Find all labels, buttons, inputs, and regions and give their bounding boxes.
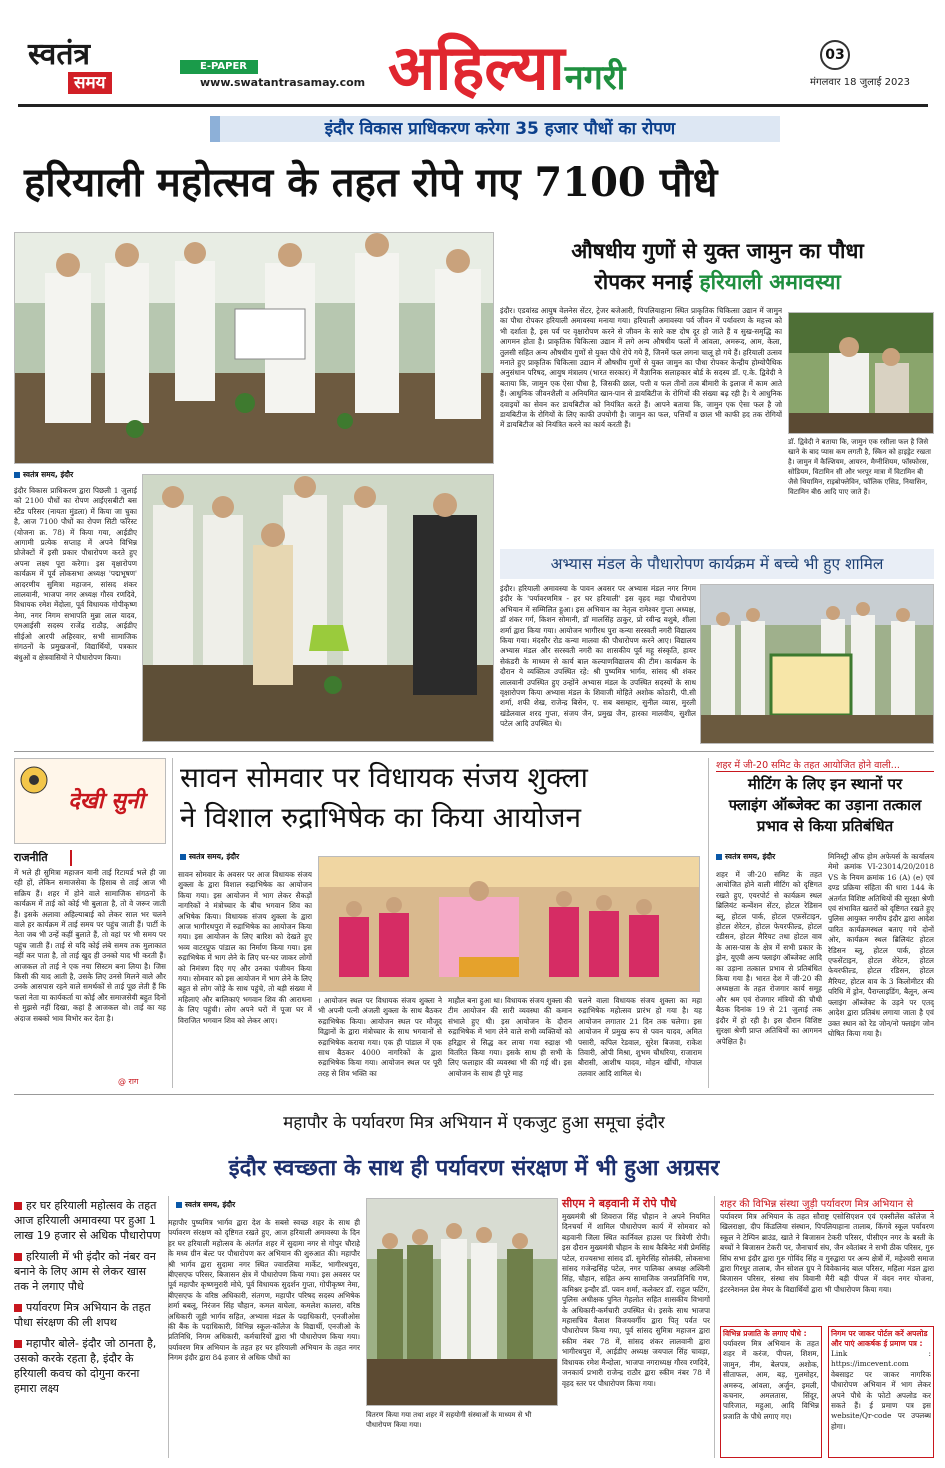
sawan-col1: सावन सोमवार के अवसर पर आज विधायक संजय शुक्ला के द्वारा विशाल रुद्राभिषेक का आयोजन किया गया। इस आयोजन में भाग लेकर सैकड़ों नागरिकों ने मंत्रोच्चार के बीच भगवान शिव का अभिषेक किया। विधायक संजय शुक्ला के द्वारा आज भागीरथपुरा में रुद्राभिषेक का आयोजन किया गया। इस आयोजन के लिए बारिश को देखते हुए भव्य वाटरप्रूफ पांडाल का निर्माण किया गया। इस रुद्राभिषेक में भाग लेने के लिए घर-घर जाकर लोगों को निमंत्रण दिए गए और उनका पंजीयन किया गया। सोमवार को इस आयोजन में भाग लेने के लिए बहुत से लोग जोड़े के साथ पहुंचे, तो बड़ी संख्या में महिलाएं और बालिकाएं भगवान शिव की आराधना के लिए पहुंची। लोग अपने घरों में पूजा घर में विराजित भगवान शिव को लेकर आए। xyxy=(178,870,312,1025)
mahapor-photo xyxy=(366,1198,558,1406)
jamun-photo xyxy=(788,312,934,434)
dekhi-suni-logo: देखी सुनी xyxy=(14,758,166,844)
lead-photo-watering xyxy=(142,474,494,742)
website-link[interactable]: www.swatantrasamay.com xyxy=(200,76,366,89)
lead-photo-planting xyxy=(14,232,494,464)
dekhi-signature: @ राग xyxy=(118,1077,139,1086)
mahapor-kicker: महापौर के पर्यावरण मित्र अभियान में एकजुट हुआ समूचा इंदौर xyxy=(283,1113,665,1133)
dekhi-section: राजनीति xyxy=(14,850,72,866)
g20-col1: शहर में जी-20 समिट के तहत आयोजित होने वाली मीटिंग को दृष्टिगत रखते हुए, एयरपोर्ट से कार्यक्रम स्थल ब्रिलियंट कन्वेंशन सेंटर, होटल रेडिसन ब्लू, होटल पार्क, होटल एफ़सेंटाइन, होटल शेरेटन, होटल फेयरफील्ड, होटल रडीसन, होटल मैरियट तथा होटल वाव के आस-पास के क्षेत्र में सभी प्रकार के ड्रोन, यूएवी अन्य फ्लाइंग ऑब्जेक्ट आदि का उड़ाना तत्काल प्रभाव से प्रतिबंधित किया गया है। भारत देश में जी-20 की अध्यक्षता के तहत रोजगार कार्य समूह और श्रम एवं रोजगार मंत्रियों की चौथी बैठक दिनांक 19 से 21 जुलाई तक इंदौर में हो रही है। इस दौरान विशिष्ट सुरक्षा श्रेणी प्राप्त अतिथियों का आगमन अपेक्षित है। xyxy=(716,870,822,1046)
abhyas-photo xyxy=(700,584,934,744)
title-ahilya: अहिल्या xyxy=(388,31,565,104)
cm-headline: सीएम ने बड़वानी में रोपे पौधे xyxy=(562,1197,677,1210)
mahapor-photo-caption: वितरण किया गया तथा शहर में सहयोगी संस्थाओं के माध्यम से भी पौधारोपण किया गया। xyxy=(366,1411,532,1429)
g20-kicker: शहर में जी-20 समिट के तहत आयोजित होने वाली... xyxy=(716,758,934,772)
sawan-byline: स्वतंत्र समय, इंदौर xyxy=(180,852,239,862)
abhyas-body: इंदौर। हरियाली अमावस्या के पावन अवसर पर अभ्यास मंडल नगर निगम इंदौर के 'पर्यावरणमित्र - हर घर हरियाली' इस वृहद महा पौधारोपण अभियान में सम्मिलित हुआ। इस अभियान का नेतृत्व रामेश्वर गुप्ता अध्यक्ष, डॉ शंकर गर्ग, किशन सोमानी, डॉ मालसिंह ठाकुर, प्रो रवीन्द्र वशुबे, शीला शर्मा द्वारा किया गया। आयोजन भागीरथ पुरा कन्या सरस्वती नगरी विद्यालय किया गया। मंदसौर रोड कन्या मालवा की पौधारोपण करने आए। विद्यालय अभ्यास मंडल और सरस्वती नगरी का शासकीय पूर्व महू संस्कृति, हायर सेकंडरी के माध्यम से कार्य बाल कल्याणविद्यालय की टीम। कार्यक्रम के दौरान ये व्यक्तित्व उपस्थित रहे: श्री पुष्यमित्र भार्गव, सांसद श्री शंकर लालवानी उपस्थित हुए उन्होंने अभ्यास मंडल के उपस्थित सदस्यों के साथ वृक्षारोपण किया अभ्यास मंडल के शिवाजी मोहिते अशोक कोठारी, पी.सी शर्मा, शफी शेख, राजेन्द्र बिसेन, ए. सब बसम्हार, सुनील व्यास, मुरली खंडेलवाल शरद गुप्ता, संजय जैन, प्रमुख जैन, हारका मालवीय, सुशील पटेल आदि उपस्थित थे। xyxy=(500,584,696,729)
g20-headline: मीटिंग के लिए इन स्थानों पर फ्लाइंग ऑब्जेक्ट का उड़ाना तत्काल प्रभाव से किया प्रतिबंधित xyxy=(728,775,922,835)
brand-samay: समय xyxy=(68,72,112,94)
mahapor-bullets xyxy=(14,1198,164,1402)
top-kicker: इंदौर विकास प्राधिकरण करेगा 35 हजार पौधों का रोपण xyxy=(210,116,780,142)
abhyas-headline: अभ्यास मंडल के पौधारोपण कार्यक्रम में बच्चे भी हुए शामिल xyxy=(500,549,934,579)
jamun-caption: डॉ. द्विवेदी ने बताया कि, जामुन एक रसीला फल है जिसे खाने के बाद प्यास कम लगती है, स्किन को हाइड्रेट रखता है। जामुन में कैल्शियम, आयरन, मैग्नीशियम, फॉस्फोरस, सोडियम, विटामिन सी और भरपूर मात्रा में विटामिन बी जैसे थियामिन, राइबोफ्लेविन, फॉलिक एसिड, नियासिन, विटामिन बी6 आदि पाए जाते हैं। xyxy=(788,438,931,496)
sawan-headline: सावन सोमवार पर विधायक संजय शुक्ला ने विशाल रुद्राभिषेक का किया आयोजन xyxy=(180,761,588,834)
mahapor-headline: इंदौर स्वच्छता के साथ ही पर्यावरण संरक्षण में भी हुआ अग्रसर xyxy=(228,1155,720,1181)
species-box: विभिन्न प्रजाति के लगाए पौधे : पर्यावरण मित्र अभियान के तहत शहर में करंज, पीपल, शिशम, जामुन, नीम, बेलपत्र, अशोक, सीताफल, आम, बड़, गुलमोहर, अमरूद, आंवला, अर्जुन, इमली, कचनार, अमलतास, सिंदूर, पारिजात, महुआ, आदि विभिन्न प्रजाति के पौधे लगाए गए। xyxy=(720,1326,822,1458)
lead-byline: स्वतंत्र समय, इंदौर xyxy=(14,470,73,480)
bullet-item: महापौर बोले- इंदौर जो ठानता है, उसको करके रहता है, इंदौर के हरियाली कवच को दोगुना करना हमारा लक्ष्य xyxy=(14,1337,157,1395)
paper-title xyxy=(388,28,625,108)
lead-headline: हरियाली महोत्सव के तहत रोपे गए 7100 पौधे xyxy=(24,159,718,206)
upload-box: निगम पर जाकर पोर्टल करें अपलोड और पाएं आकर्षक ई प्रमाण पत्र : Link : https://imcevent.com वेबसाइट पर जाकर नागरिक पौधारोपण अभियान में भाग लेकर अपने पौधे के फोटो अपलोड कर सकते हैं। ई प्रमाण पत्र इस website/Qr-code पर उपलब्ध होगा। xyxy=(828,1326,934,1458)
sanstha-body: पर्यावरण मित्र अभियान के तहत सौराष्ट्र एसोसिएशन एवं एक्सीलेंस कॉलेज ने खिलराक्षा, दीप किंडलिया संस्थान, पिपलियाहाना तालाब, किंगवे स्कूल पर्यावरण स्कूल ने टेम्पिन ब्राउंड, खाते ने बिजासन टेकरी परिसर, पीसीएन नगर के बस्ती के बच्चों ने बिजासन टेकरी पर, जैनाचार्य संघ, जैन श्वेतांबर ने सभी ठीक परिसर, गुरु सिंघ सभा इंदौर द्वारा गुरु गोविंद सिंह व गुरुद्वारा पर अन्य क्षेत्रों में, महेश्वरी समाज द्वारा गिरधुर तालाब, जैन सोशल ग्रुप ने विवेकानंद बाल परिसर, महिला मंडल द्वारा बिजासन परिसर, संस्था संघ विवानी मैरी बड़ी पीपल में वंदन नगर योजना, इंटरनेशनल प्रेस मेयर के विद्यार्थियों द्वारा भी पौधारोपण किया गया। xyxy=(720,1212,934,1294)
sawan-col2: । आयोजन स्थल पर विधायक संजय शुक्ला ने भी अपनी पत्नी अंजली शुक्ला के साथ बैठकर रुद्राभिषेक किया। आयोजन स्थल पर मौजूद विद्वानों के द्वारा मंत्रोच्चार के साथ भगवानों से रुद्राभिषेक कराया गया। एक ही पांडाल में एक साथ बैठकर 4000 नागरिकों के द्वारा रुद्राभिषेक किया गया। आयोजन स्थल पर पूरी तरह से शिव भक्ति का xyxy=(318,996,442,1078)
brand-logo xyxy=(28,38,156,106)
g20-byline: स्वतंत्र समय, इंदौर xyxy=(716,852,775,862)
mahapor-byline: स्वतंत्र समय, इंदौर xyxy=(176,1200,235,1210)
upload-link[interactable]: Link : https://imcevent.com वेबसाइट पर जाकर नागरिक पौधारोपण अभियान में भाग लेकर अपने पौधे के फोटो अपलोड कर सकते हैं। ई प्रमाण पत्र इस website/Qr-code पर उपलब्ध होगा। xyxy=(831,1349,931,1431)
sawan-col3: माहौल बना हुआ था। विधायक संजय शुक्ला की टीम आयोजन की सारी व्यवस्था की कमान संभाले हुए थी। इस आयोजन के दौरान रुद्राभिषेक में भाग लेने वाले सभी व्यक्तियों को हरिद्वार से सिद्ध कर लाया गया रुद्राक्ष भी वितरित किया गया। इसके साथ ही सभी के लिए फलाहार की व्यवस्था भी की गई थी। इस आयोजन के साथ ही पूरे माह xyxy=(448,996,572,1078)
page-number: 03 xyxy=(820,40,850,70)
lead-body: इंदौर विकास प्राधिकरण द्वारा पिछली 1 जुलाई को 2100 पौधों का रोपण आईएसबीटी बस स्टैंड परिसर (नायता मुंडला) में किया जा चुका है, आज 7100 पौधों का रोपण सिटी फॉरेस्ट (योजना क्र. 78) में किया गया, आईडीए आगामी प्रत्येक सप्ताह में अपने विभिन्न प्रोजेक्टों में इसी प्रकार पौधारोपण करते हुए अपना लक्ष्य पूरा करेगा। इस वृक्षारोपण कार्यक्रम में पूर्व लोकसभा अध्यक्ष 'पद्मभूषण' आदरणीय सुमित्रा महाजन, सांसद शंकर लालवानी, भाजपा नगर अध्यक्ष गौरव रणदिवे, विधायक रमेश मेंदोला, पूर्व विधायक गोपीकृष्ण नेमा, नगर निगम सभापति मुन्ना लाल यादव, एमआईसी सदस्य राजेंद्र राठौड़, आईडीए सीईओ आरपी अहिरवार, सभी सामाजिक संगठनों के प्रमुखजनों, विद्यार्थियों, पत्रकार बंधुओं व क्षेत्रवासियों ने पौधारोपण किया। xyxy=(14,486,137,662)
bullet-item: हर घर हरियाली महोत्सव के तहत आज हरियाली अमावस्या पर हुआ 1 लाख 19 हजार से अधिक पौधारोपण xyxy=(14,1199,161,1242)
epaper-badge: E-PAPER xyxy=(180,60,258,74)
title-nagari: नगरी xyxy=(564,58,626,98)
g20-col2: मिनिस्ट्री ऑफ होम अफेयर्स के कार्यालय मेमो क्रमांक VI-23014/20/2018 VS के नियम क्रमांक 16 (A) (e) एवं दण्ड प्रक्रिया संहिता की धारा 144 के अंतर्गत विशिष्ट अतिथियों की सुरक्षा श्रेणी एवं संभावित खतरों को दृष्टिगत रखते हुए पुलिस आयुक्त नगरीय इंदौर द्वारा आदेश पारित कार्यक्रमस्थल बताए गये दोनों ओर, कार्यक्रम स्थल ब्रिलियंट होटल रेडिसन ब्लू, होटल पार्क, होटल एफसेंटाइन, होटल शेरेटन, होटल फेयरफील्ड, होटल रडिसन, होटल मैरियट, होटल वाव के 3 किलोमीटर की परिधि में ड्रोन, पैराग्लाइडिंग, बैलून, अन्य फ्लाइंग ऑब्जेक्ट के उड़ने पर एतद् आदेश द्वारा प्रतिबंध लगाया जाता है एवं उक्त स्थान को रेड जोन/नो फ्लाइंग जोन घोषित किया गया है। xyxy=(828,852,934,1038)
issue-date: मंगलवार 18 जुलाई 2023 xyxy=(810,77,911,88)
dekhi-body: में भले ही सुमित्रा महाजन यानी ताई रिटायर्ड भले ही जा रही हों, लेकिन समाजसेवा के हिसाब से ताई आज भी सक्रिय हैं। शहर में होने वाले सामाजिक संगठनों के कार्यक्रम में ताई को कोई भी बुलाता है, तो वे जरूर जाती हैं। इसके अलावा अहिल्याबाई को लेकर साल भर चलने वाले हर कार्यक्रम में ताई समय पर पहुंच जाती हैं। पार्टी के नेता जब भी उन्हें कहीं बुलाते हैं, तो वहां पर भी समय पर पहुंच जाती हैं। ताई से यदि कोई लंबे समय तक मुलाकात नहीं कर पाता है, तो ताई खुद ही उनको याद भी करती हैं। आजकल तो ताई ने एक नया सिस्टम बना लिया है। जिस किसी की याद आती है, उसके लिए उनसे मिलने वाले और उनके आसपास रहने वाले समर्थकों से ताई पूछ लेती हैं कि फलां नेता या कार्यकर्ता या कोई और समाजसेवी बहुत दिनों से मुझसे नहीं दिखा, कहां है आजकल वो। ताई का यह अंदाज सबको भाव विभोर कर देता है। xyxy=(14,868,166,1023)
sanstha-headline: शहर की विभिन्न संस्था जुड़ी पर्यावरण मित्र अभियान से xyxy=(720,1196,934,1211)
sawan-photo xyxy=(318,856,700,992)
bullet-item: हरियाली में भी इंदौर को नंबर वन बनाने के लिए आम से लेकर खास तक ने लगाए पौधे xyxy=(14,1250,156,1293)
cm-body: मुख्यमंत्री श्री शिवराज सिंह चौहान ने अपने नियमित दिनचर्या में शामिल पौधारोपण कार्य में सोमवार को बड़वानी जिला स्थित कार्निवल हाउस पर त्रिवेणी रोपी। इस दौरान मुख्यमंत्री चौहान के साथ कैबिनेट मंत्री प्रेमसिंह पटेल, राज्यसभा सांसद डॉ. सुमेरसिंह सोलंकी, लोकसभा सांसद गजेन्द्रसिंह पटेल, नगर पालिका अध्यक्ष अश्विनी सिंह, चौहान, सहित अन्य सामाजिक जनप्रतिनिधि गण, कमिश्नर इन्दौर डॉ. पवन शर्मा, कलेक्टर डॉ. राहुल फटिंग, पुलिस अधीक्षक पुनित गेहलोत सहित शासकीय विभागों के अधिकारी-कर्मचारी उपस्थित थे। इसके साथ भाजपा महासचिव वैलाश विजयवर्गीय द्वारा पितृ पर्वत पर पौधारोपण किया गया, पूर्व सांसद सुमित्रा महाजन द्वारा स्कीम नंबर 78 में, सांसद शंकर लालवानी द्वारा भागीरथपुरा में, आईडीए अध्यक्ष जयपाल सिंह चावड़ा, विधायक रमेश मैन्दोला, भाजपा नगराध्यक्ष गौरव रणदिवे, जनकार्य प्रभारी राजेन्द्र राठौर द्वारा स्कीम नंबर 78 में वृहद स्तर पर पौधारोपण किया गया। xyxy=(562,1212,710,1388)
jamun-headline: औषधीय गुणों से युक्त जामुन का पौधा रोपकर मनाई हरियाली अमावस्या xyxy=(571,239,864,294)
sawan-col4: चलने वाला विधायक संजय शुक्ला का महा रुद्राभिषेक महोत्सव प्रारंभ हो गया है। यह आयोजन लगातार 21 दिन तक चलेगा। इस आयोजन में प्रमुख रूप से पवन यादव, अमित पसारी, कपिल रेडवाल, सुरेश बिजवा, राकेश तिवारी, ओपी मिश्रा, शुभम चौधरिया, राजाराम बौरासी, आशीष यादव, मोहन खींची, गोपाल तलवार आदि शामिल थे। xyxy=(578,996,702,1078)
jamun-body: इंदौर। एडवांस्ड आयुष वेलनेस सेंटर, ट्रेजर बजेआरी, पिपलियाहाना स्थित प्राकृतिक चिकित्सा उद्यान में जामुन का पौधा रोपकर हरियाली अमावस्या मनाया गया। हरियाली अमावस्या पर्व जीवन में पर्यावरण के महत्त्व को भी दर्शाता है, इस पर्व पर वृक्षारोपण करने से जीवन के सारे कष्ट दोष दूर हो जाते हैं व सुख-समृद्धि का आगमन होता है। प्राकृतिक चिकित्सा उद्यान में लगे अन्य औषधीय फलों में आंवला, अमरूद, आम, केला, तुलसी सहित अन्य औषधीय गुणों से युक्त पौधे रोपे गये हैं, जिनमें फल लगना चालू हो गये हैं। हरियाली उत्सव मनाते हुए प्राकृतिक चिकित्सा उद्यान में औषधीय गुणों से युक्त जामुन का पौधा रोपकर केन्द्रीय होम्योपैथिक अनुसंधान परिषद, आयुष मंत्रालय (भारत सरकार) में वैज्ञानिक सलाहकार बोर्ड के सदस्य डॉ. ए.के. द्विवेदी ने बताया कि, जामुन एक ऐसा पौधा है, जिसकी छाल, पत्ती व फल तीनों तत्व बीमारी के इलाज में काम आते हैं। आधुनिक जीवनशैली व अनियमित खान-पान से डायबिटीज के रोगियों की संख्या बढ़ रही है। ये आधुनिक दवाइयों का सेवन कर डायबिटीज को नियंत्रित करते हैं। आपने बताया कि, जामुन एक ऐसा फल है जो डायबिटीज के रोगियों के लिए काफी उपयोगी है। जामुन का फल, पत्तियाँ व छाल भी काफी हद तक रोगियों में डायबिटीज को नियंत्रित करने का कार्य करती हैं। xyxy=(500,306,782,430)
bullet-item: पर्यावरण मित्र अभियान के तहत पौधा संरक्षण की ली शपथ xyxy=(14,1301,151,1329)
mahapor-body: महापौर पुष्यमित्र भार्गव द्वारा देश के सबसे स्वच्छ शहर के साथ ही पर्यावरण संरक्षण को दृष्टिगत रखते हुए, आज हरियाली अमावस्या के दिन हर घर हरियाली महोत्सव के अंतर्गत शहर में सुदामा नगर से गोपुर चौराहे के मध्य ग्रीन बेल्ट पर पौधारोपण कर अभियान की शुरुआत की। महापौर श्री भार्गव द्वारा सुदामा नगर स्थित ज्वारलिया मार्केट, भागीरथपुरा, बीएसएफ परिसर, बिजासन क्षेत्र में पौधारोपण किया गया। इस अवसर पर पूर्व महापौर कृष्णमुरारी मोघे, पूर्व विधायक सुदर्शन गुप्ता, गोपीकृष्ण नेमा, बीएसएफ के वरिष्ठ अधिकारी, संतगण, महापौर परिषद सदस्य अभिषेक शर्मा बबलू, निरंजन सिंह चौहान, कमल वाघेला, कमलेश कालरा, वरिष्ठ अधिकारी जूही भार्गव सहित, अभ्यास मंडल के पदाधिकारी, एनजीओस की बैंक के पदाधिकारी, विभिन्न स्कूल-कॉलेज के विद्यार्थी, एनजीओ के प्रतिनिधि, निगम अधिकारी, कर्मचारियों द्वारा भी पौधारोपण किया गया। पर्यावरण मित्र अभियान के तहत हर घर हरियाली अभियान के तहत नगर निगम इंदौर द्वारा 84 हजार से अधिक पौधों का xyxy=(168,1218,360,1363)
brand-swatantra: स्वतंत्र xyxy=(28,37,91,72)
masthead xyxy=(0,0,945,110)
